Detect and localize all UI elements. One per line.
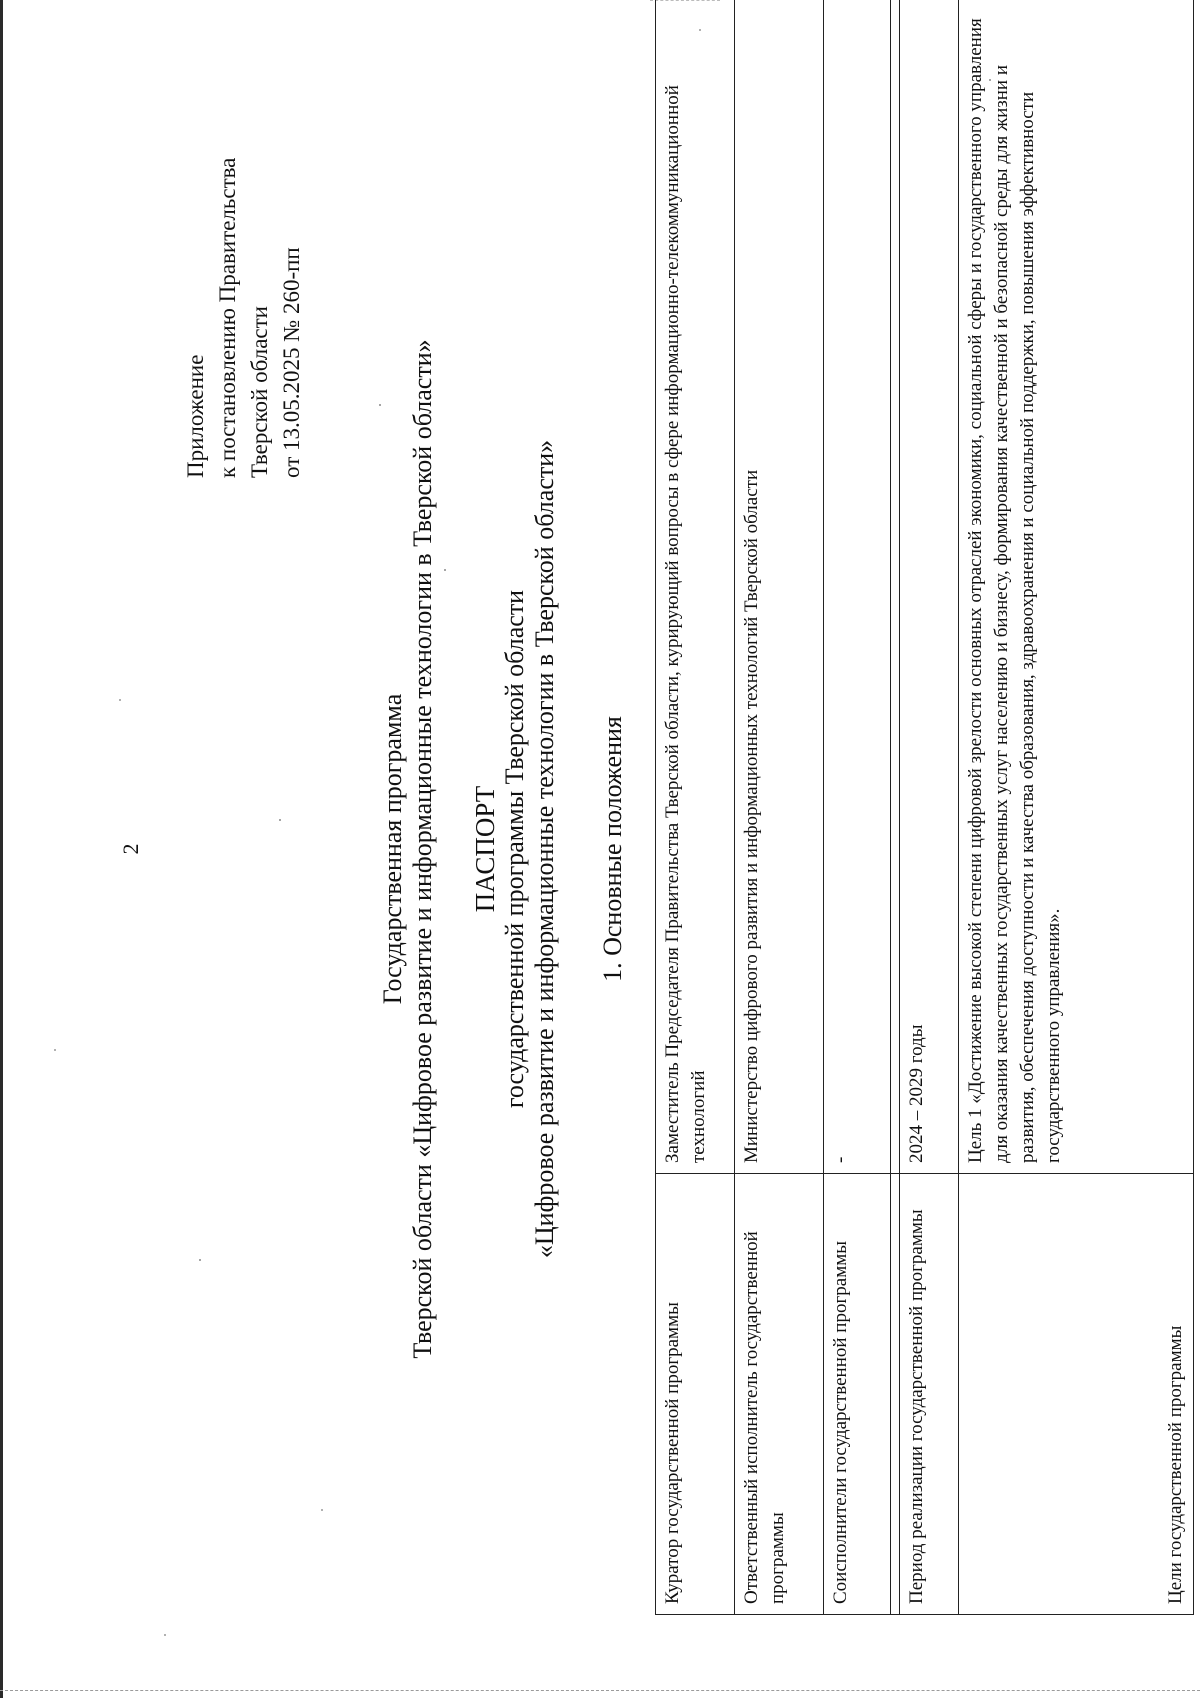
table-row bbox=[900, 0, 959, 1615]
table-spacer-row bbox=[891, 0, 900, 1615]
table-row bbox=[656, 0, 735, 1615]
passport-subtitle: государственной программы Тверской области bbox=[500, 589, 529, 1109]
section-title: 1. Основные положения bbox=[598, 716, 627, 982]
row-label: Цели государственной программы bbox=[959, 1174, 1194, 1615]
appendix-line: к постановлению Правительства bbox=[215, 157, 240, 478]
appendix-date: от 13.05.2025 № 260-пп bbox=[279, 247, 304, 478]
row-value: Министерство цифрового развития и информационных технологий Тверской области bbox=[735, 0, 824, 1174]
table-row bbox=[824, 0, 891, 1615]
program-title-name: Тверской области «Цифровое развитие и информационные технологии в Тверской области» bbox=[408, 339, 437, 1359]
program-title: Государственная программа bbox=[378, 693, 407, 1005]
row-label: Ответственный исполнитель государственной программы bbox=[735, 1174, 824, 1615]
spacer-cell bbox=[891, 1174, 900, 1615]
passport-table bbox=[655, 0, 1194, 1615]
appendix-block bbox=[180, 158, 308, 478]
table-row bbox=[735, 0, 824, 1615]
row-value: 2024 – 2029 годы bbox=[900, 0, 959, 1174]
appendix-line: Приложение bbox=[183, 354, 208, 478]
appendix-line: Тверской области bbox=[247, 306, 272, 478]
row-label: Куратор государственной программы bbox=[656, 1174, 735, 1615]
table-row bbox=[959, 0, 1194, 1615]
passport-title: ПАСПОРТ bbox=[470, 785, 500, 913]
row-value: Цель 1 «Достижение высокой степени цифровой зрелости основных отраслей экономики, социальной сферы и государственного управления для оказания качественных государственных услуг населению и бизнесу, формирования качественной и безопасной среды для жизни и развития, обеспечения доступности и качества образования, здравоохранения и социальной поддержки, повышения эффективности государственного управления». bbox=[959, 0, 1194, 1174]
row-value: Заместитель Председателя Правительства Тверской области, курирующий вопросы в сфере информационно-телекоммуникационной технологий bbox=[656, 0, 735, 1174]
row-label: Период реализации государственной программы bbox=[900, 1174, 959, 1615]
spacer-cell bbox=[891, 0, 900, 1174]
page-number: 2 bbox=[118, 843, 143, 855]
row-label: Соисполнители государственной программы bbox=[824, 1174, 891, 1615]
row-value: - bbox=[824, 0, 891, 1174]
passport-subtitle-name: «Цифровое развитие и информационные технологии в Тверской области» bbox=[530, 439, 559, 1259]
